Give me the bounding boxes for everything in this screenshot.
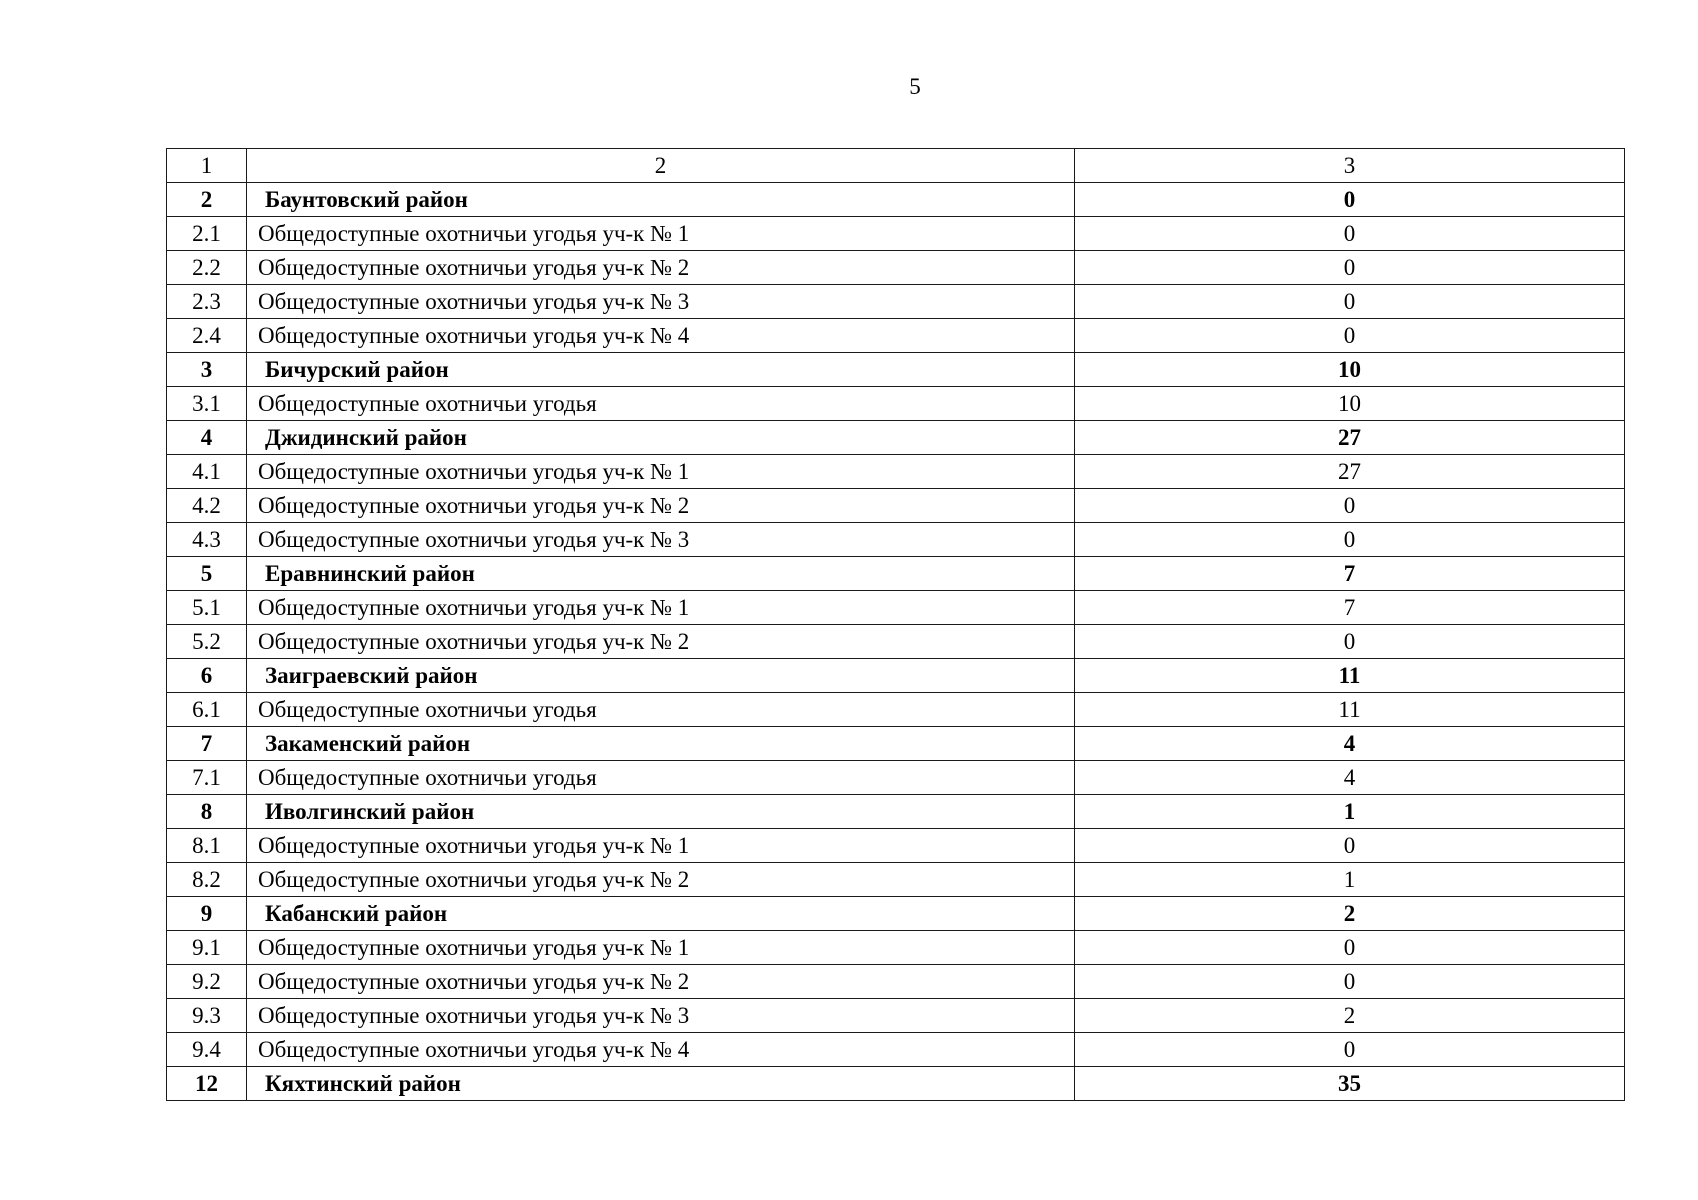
header-cell-value: 3 (1075, 149, 1625, 183)
row-name: Общедоступные охотничьи угодья уч-к № 4 (247, 1033, 1075, 1067)
row-name: Общедоступные охотничьи угодья уч-к № 4 (247, 319, 1075, 353)
row-name: Общедоступные охотничьи угодья уч-к № 1 (247, 931, 1075, 965)
row-number: 8 (167, 795, 247, 829)
row-name: Кабанский район (247, 897, 1075, 931)
row-value: 0 (1075, 319, 1625, 353)
row-name: Общедоступные охотничьи угодья уч-к № 1 (247, 217, 1075, 251)
table-row (167, 863, 1625, 897)
header-cell-number: 1 (167, 149, 247, 183)
row-name: Закаменский район (247, 727, 1075, 761)
row-value: 0 (1075, 523, 1625, 557)
row-number: 8.1 (167, 829, 247, 863)
table-row (167, 693, 1625, 727)
row-name: Джидинский район (247, 421, 1075, 455)
table-header-row (167, 149, 1625, 183)
row-number: 2.4 (167, 319, 247, 353)
row-name: Общедоступные охотничьи угодья уч-к № 2 (247, 965, 1075, 999)
row-name: Еравнинский район (247, 557, 1075, 591)
row-number: 9.3 (167, 999, 247, 1033)
district-row (167, 183, 1625, 217)
row-name: Кяхтинский район (247, 1067, 1075, 1101)
row-value: 2 (1075, 999, 1625, 1033)
row-number: 8.2 (167, 863, 247, 897)
row-number: 3 (167, 353, 247, 387)
table-row (167, 761, 1625, 795)
row-value: 0 (1075, 251, 1625, 285)
row-value: 0 (1075, 217, 1625, 251)
row-name: Общедоступные охотничьи угодья уч-к № 1 (247, 829, 1075, 863)
row-name: Общедоступные охотничьи угодья уч-к № 2 (247, 625, 1075, 659)
table-row (167, 999, 1625, 1033)
district-row (167, 897, 1625, 931)
row-number: 2.3 (167, 285, 247, 319)
table-row (167, 285, 1625, 319)
row-number: 5.2 (167, 625, 247, 659)
row-value: 4 (1075, 761, 1625, 795)
row-value: 35 (1075, 1067, 1625, 1101)
row-value: 7 (1075, 557, 1625, 591)
row-value: 10 (1075, 353, 1625, 387)
row-name: Общедоступные охотничьи угодья уч-к № 1 (247, 455, 1075, 489)
table-row (167, 319, 1625, 353)
row-name: Общедоступные охотничьи угодья (247, 761, 1075, 795)
row-value: 0 (1075, 625, 1625, 659)
table-row (167, 625, 1625, 659)
row-number: 9.2 (167, 965, 247, 999)
table-row (167, 251, 1625, 285)
row-number: 5.1 (167, 591, 247, 625)
district-row (167, 659, 1625, 693)
row-number: 9.4 (167, 1033, 247, 1067)
district-row (167, 421, 1625, 455)
row-name: Общедоступные охотничьи угодья (247, 693, 1075, 727)
row-number: 7.1 (167, 761, 247, 795)
row-value: 0 (1075, 829, 1625, 863)
row-value: 1 (1075, 863, 1625, 897)
row-number: 6 (167, 659, 247, 693)
row-name: Общедоступные охотничьи угодья уч-к № 3 (247, 999, 1075, 1033)
row-name: Заиграевский район (247, 659, 1075, 693)
header-cell-name: 2 (247, 149, 1075, 183)
row-name: Баунтовский район (247, 183, 1075, 217)
row-value: 27 (1075, 455, 1625, 489)
page-number: 5 (909, 74, 921, 99)
row-name: Бичурский район (247, 353, 1075, 387)
row-value: 11 (1075, 693, 1625, 727)
district-row (167, 557, 1625, 591)
row-number: 12 (167, 1067, 247, 1101)
row-value: 2 (1075, 897, 1625, 931)
row-value: 0 (1075, 183, 1625, 217)
table-row (167, 591, 1625, 625)
row-value: 0 (1075, 489, 1625, 523)
hunting-grounds-table (166, 148, 1625, 1101)
row-number: 2.1 (167, 217, 247, 251)
row-name: Общедоступные охотничьи угодья уч-к № 3 (247, 285, 1075, 319)
row-value: 27 (1075, 421, 1625, 455)
row-number: 3.1 (167, 387, 247, 421)
row-name: Общедоступные охотничьи угодья уч-к № 1 (247, 591, 1075, 625)
row-value: 4 (1075, 727, 1625, 761)
row-value: 0 (1075, 1033, 1625, 1067)
row-number: 9.1 (167, 931, 247, 965)
row-number: 4 (167, 421, 247, 455)
table-row (167, 829, 1625, 863)
row-value: 10 (1075, 387, 1625, 421)
district-row (167, 795, 1625, 829)
row-name: Общедоступные охотничьи угодья уч-к № 3 (247, 523, 1075, 557)
row-name: Общедоступные охотничьи угодья (247, 387, 1075, 421)
table-row (167, 523, 1625, 557)
row-number: 9 (167, 897, 247, 931)
row-value: 7 (1075, 591, 1625, 625)
table-row (167, 931, 1625, 965)
row-number: 2 (167, 183, 247, 217)
row-value: 0 (1075, 965, 1625, 999)
table-body (167, 149, 1625, 1101)
row-number: 2.2 (167, 251, 247, 285)
table-row (167, 217, 1625, 251)
row-number: 4.2 (167, 489, 247, 523)
row-name: Общедоступные охотничьи угодья уч-к № 2 (247, 863, 1075, 897)
row-name: Общедоступные охотничьи угодья уч-к № 2 (247, 489, 1075, 523)
table-row (167, 1033, 1625, 1067)
row-number: 4.3 (167, 523, 247, 557)
table-row (167, 455, 1625, 489)
row-value: 0 (1075, 931, 1625, 965)
row-number: 7 (167, 727, 247, 761)
row-name: Общедоступные охотничьи угодья уч-к № 2 (247, 251, 1075, 285)
district-row (167, 1067, 1625, 1101)
table-row (167, 965, 1625, 999)
district-row (167, 727, 1625, 761)
row-number: 6.1 (167, 693, 247, 727)
row-value: 0 (1075, 285, 1625, 319)
table-row (167, 489, 1625, 523)
district-row (167, 353, 1625, 387)
row-name: Иволгинский район (247, 795, 1075, 829)
row-number: 5 (167, 557, 247, 591)
row-value: 11 (1075, 659, 1625, 693)
row-value: 1 (1075, 795, 1625, 829)
row-number: 4.1 (167, 455, 247, 489)
table-row (167, 387, 1625, 421)
